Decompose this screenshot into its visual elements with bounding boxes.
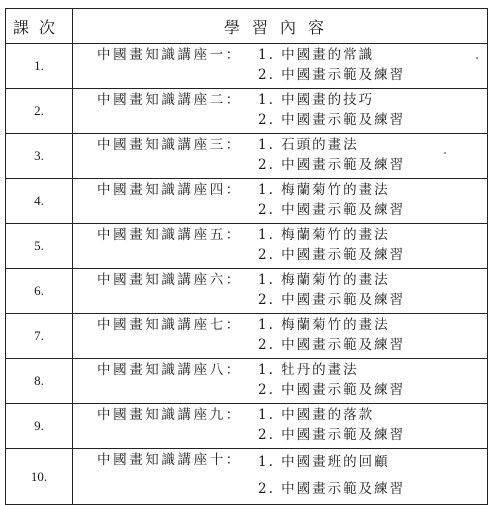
lesson-topic-2: 2. 中國畫示範及練習 [258, 202, 406, 218]
lesson-content [73, 44, 488, 89]
lesson-topic-1: 1. 梅蘭菊竹的畫法 [258, 227, 390, 243]
lesson-number: 4. [6, 179, 73, 224]
lesson-content [73, 404, 488, 449]
lecture-title: 中國畫知識講座九： [97, 407, 242, 423]
lesson-content [73, 134, 488, 179]
table-row [6, 89, 488, 134]
table-row [6, 44, 488, 89]
header-row [6, 9, 488, 44]
lesson-topic-2: 2. 中國畫示範及練習 [258, 247, 406, 263]
lesson-content [73, 179, 488, 224]
lesson-number: 5. [6, 224, 73, 269]
table-row [6, 449, 488, 505]
table-row [6, 224, 488, 269]
lesson-number: 6. [6, 269, 73, 314]
lesson-topic-2: 2. 中國畫示範及練習 [258, 292, 406, 308]
header-learning-content: 學習內容 [73, 9, 488, 44]
table-row [6, 179, 488, 224]
lesson-number: 10. [6, 449, 73, 505]
table-body [6, 44, 488, 505]
lecture-title: 中國畫知識講座八： [97, 362, 242, 378]
table-row [6, 404, 488, 449]
table-row [6, 359, 488, 404]
lesson-number: 1. [6, 44, 73, 89]
scan-speck [444, 152, 446, 154]
lesson-number: 3. [6, 134, 73, 179]
lesson-content [73, 359, 488, 404]
table-header [6, 9, 488, 44]
lesson-content [73, 89, 488, 134]
lecture-title: 中國畫知識講座五： [97, 227, 242, 243]
lesson-number: 9. [6, 404, 73, 449]
lesson-topic-1: 1. 石頭的畫法 [258, 137, 359, 153]
lesson-topic-2: 2. 中國畫示範及練習 [258, 157, 406, 173]
lesson-topic-1: 1. 中國畫的落款 [258, 407, 375, 423]
lecture-title: 中國畫知識講座十： [97, 452, 242, 468]
lesson-topic-2: 2. 中國畫示範及練習 [258, 67, 406, 83]
header-lesson-number: 課次 [6, 9, 73, 44]
lesson-topic-2: 2. 中國畫示範及練習 [258, 112, 406, 128]
lesson-topic-2: 2. 中國畫示範及練習 [258, 337, 406, 353]
lesson-topic-1: 1. 梅蘭菊竹的畫法 [258, 182, 390, 198]
lesson-topic-1: 1. 牡丹的畫法 [258, 362, 359, 378]
lesson-topic-1: 1. 中國畫班的回顧 [258, 454, 390, 470]
lesson-topic-2: 2. 中國畫示範及練習 [258, 481, 406, 497]
table-row [6, 134, 488, 179]
lesson-topic-1: 1. 中國畫的常識 [258, 47, 375, 63]
lesson-topic-1: 1. 梅蘭菊竹的畫法 [258, 272, 390, 288]
lesson-topic-1: 1. 中國畫的技巧 [258, 92, 375, 108]
table-row [6, 314, 488, 359]
lesson-number: 7. [6, 314, 73, 359]
course-schedule-table [5, 8, 488, 505]
lesson-content [73, 224, 488, 269]
lesson-content [73, 449, 488, 505]
lecture-title: 中國畫知識講座六： [97, 272, 242, 288]
lesson-content [73, 269, 488, 314]
lesson-topic-1: 1. 梅蘭菊竹的畫法 [258, 317, 390, 333]
lecture-title: 中國畫知識講座七： [97, 317, 242, 333]
lecture-title: 中國畫知識講座三： [97, 137, 242, 153]
lesson-topic-2: 2. 中國畫示範及練習 [258, 427, 406, 443]
lesson-number: 2. [6, 89, 73, 134]
lesson-content [73, 314, 488, 359]
lecture-title: 中國畫知識講座四： [97, 182, 242, 198]
lesson-topic-2: 2. 中國畫示範及練習 [258, 382, 406, 398]
lecture-title: 中國畫知識講座二： [97, 92, 242, 108]
scan-speck [476, 57, 478, 59]
table-row [6, 269, 488, 314]
lesson-number: 8. [6, 359, 73, 404]
lecture-title: 中國畫知識講座一： [97, 47, 242, 63]
